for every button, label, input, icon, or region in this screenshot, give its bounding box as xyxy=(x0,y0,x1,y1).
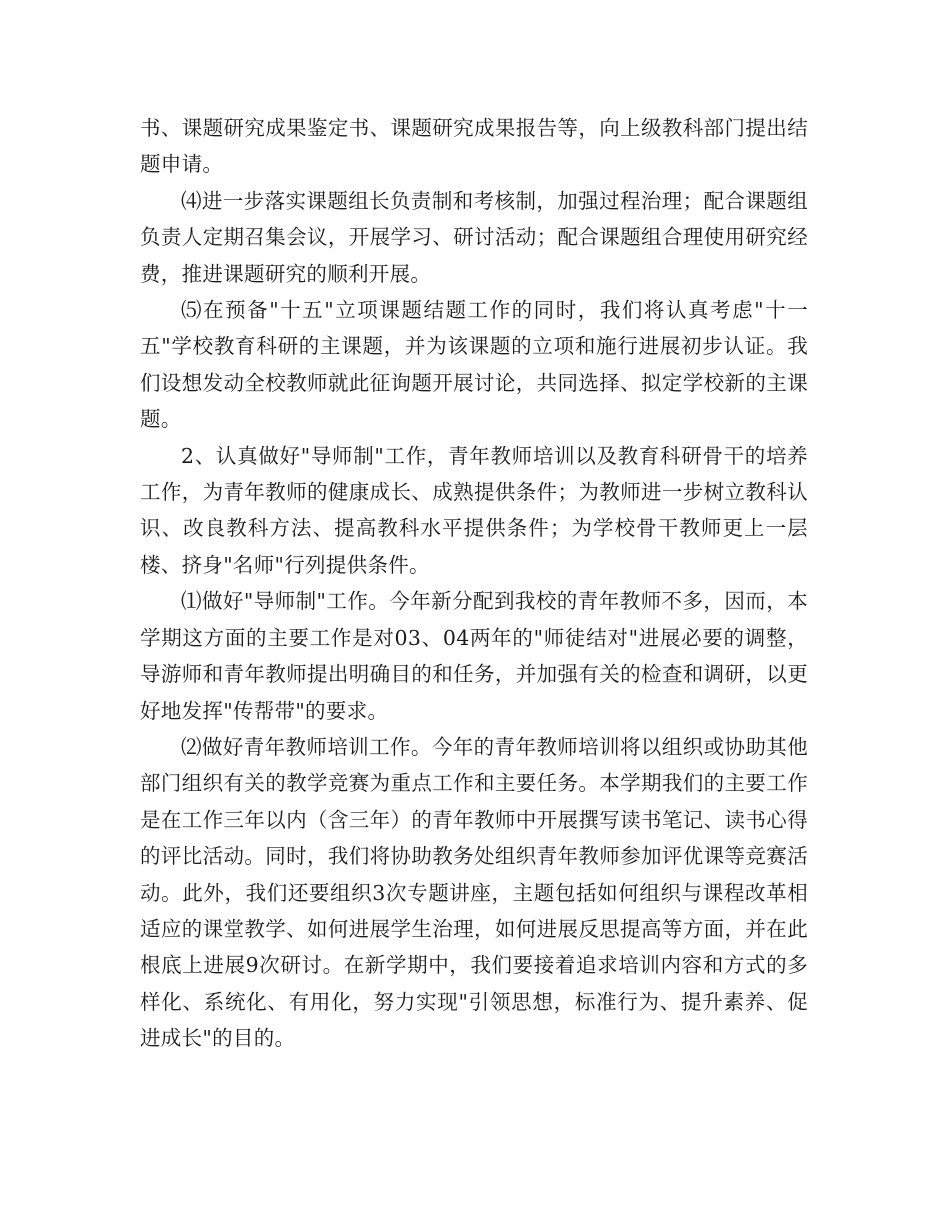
document-body xyxy=(140,110,808,1057)
paragraph-item-4: ⑷进一步落实课题组长负责制和考核制，加强过程治理；配合课题组负责人定期召集会议，开展学习、研讨活动；配合课题组合理使用研究经费，推进课题研究的顺利开展。 xyxy=(140,188,808,286)
paragraph-continuation: 书、课题研究成果鉴定书、课题研究成果报告等，向上级教科部门提出结题申请。 xyxy=(140,116,808,177)
paragraph-subitem-1: ⑴做好"导师制"工作。今年新分配到我校的青年教师不多，因而，本学期这方面的主要工作是对03、04两年的"师徒结对"进展必要的调整，导游师和青年教师提出明确目的和任务，并加强有关的检查和调研，以更好地发挥"传帮带"的要求。 xyxy=(140,589,808,723)
paragraph-section-2: 2、认真做好"导师制"工作，青年教师培训以及教育科研骨干的培养工作，为青年教师的健康成长、成熟提供条件；为教师进一步树立教科认识、改良教科方法、提高教科水平提供条件；为学校骨干教师更上一层楼、挤身"名师"行列提供条件。 xyxy=(140,443,808,577)
paragraph-item-5: ⑸在预备"十五"立项课题结题工作的同时，我们将认真考虑"十一五"学校教育科研的主课题，并为该课题的立项和施行进展初步认证。我们设想发动全校教师就此征询题开展讨论，共同选择、拟定学校新的主课题。 xyxy=(140,298,808,432)
paragraph-subitem-2: ⑵做好青年教师培训工作。今年的青年教师培训将以组织或协助其他部门组织有关的教学竞赛为重点工作和主要任务。本学期我们的主要工作是在工作三年以内（含三年）的青年教师中开展撰写读书笔记、读书心得的评比活动。同时，我们将协助教务处组织青年教师参加评优课等竞赛活动。此外，我们还要组织3次专题讲座，主题包括如何组织与课程改革相适应的课堂教学、如何进展学生治理，如何进展反思提高等方面，并在此根底上进展9次研讨。在新学期中，我们要接着追求培训内容和方式的多样化、系统化、有用化，努力实现"引领思想，标准行为、提升素养、促进成长"的目的。 xyxy=(140,734,808,1051)
